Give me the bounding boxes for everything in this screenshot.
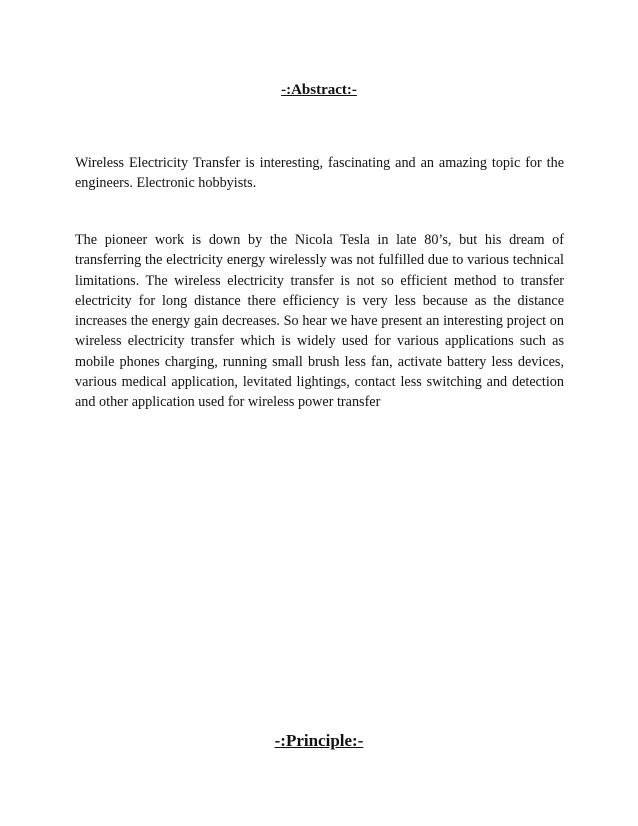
body-paragraph: The pioneer work is down by the Nicola Tesla in late 80’s, but his dream of transferring the electricity energy wirelessly was not fulfilled due to various technical limitations. The wireless electricity transfer is not so efficient method to transfer electricity for long distance there efficiency is very less because as the distance increases the energy gain decreases. So hear we have present an interesting project on wireless electricity transfer which is widely used for various applications such as mobile phones charging, running small brush less fan, activate battery less devices, various medical application, levitated lightings, contact less switching and detection and other application used for wireless power transfer xyxy=(75,232,564,411)
abstract-heading: -:Abstract:- xyxy=(281,82,357,98)
principle-heading: -:Principle:- xyxy=(274,731,364,750)
intro-paragraph: Wireless Electricity Transfer is interesting, fascinating and an amazing topic for the engineers. Electronic hobbyists. xyxy=(75,155,564,192)
